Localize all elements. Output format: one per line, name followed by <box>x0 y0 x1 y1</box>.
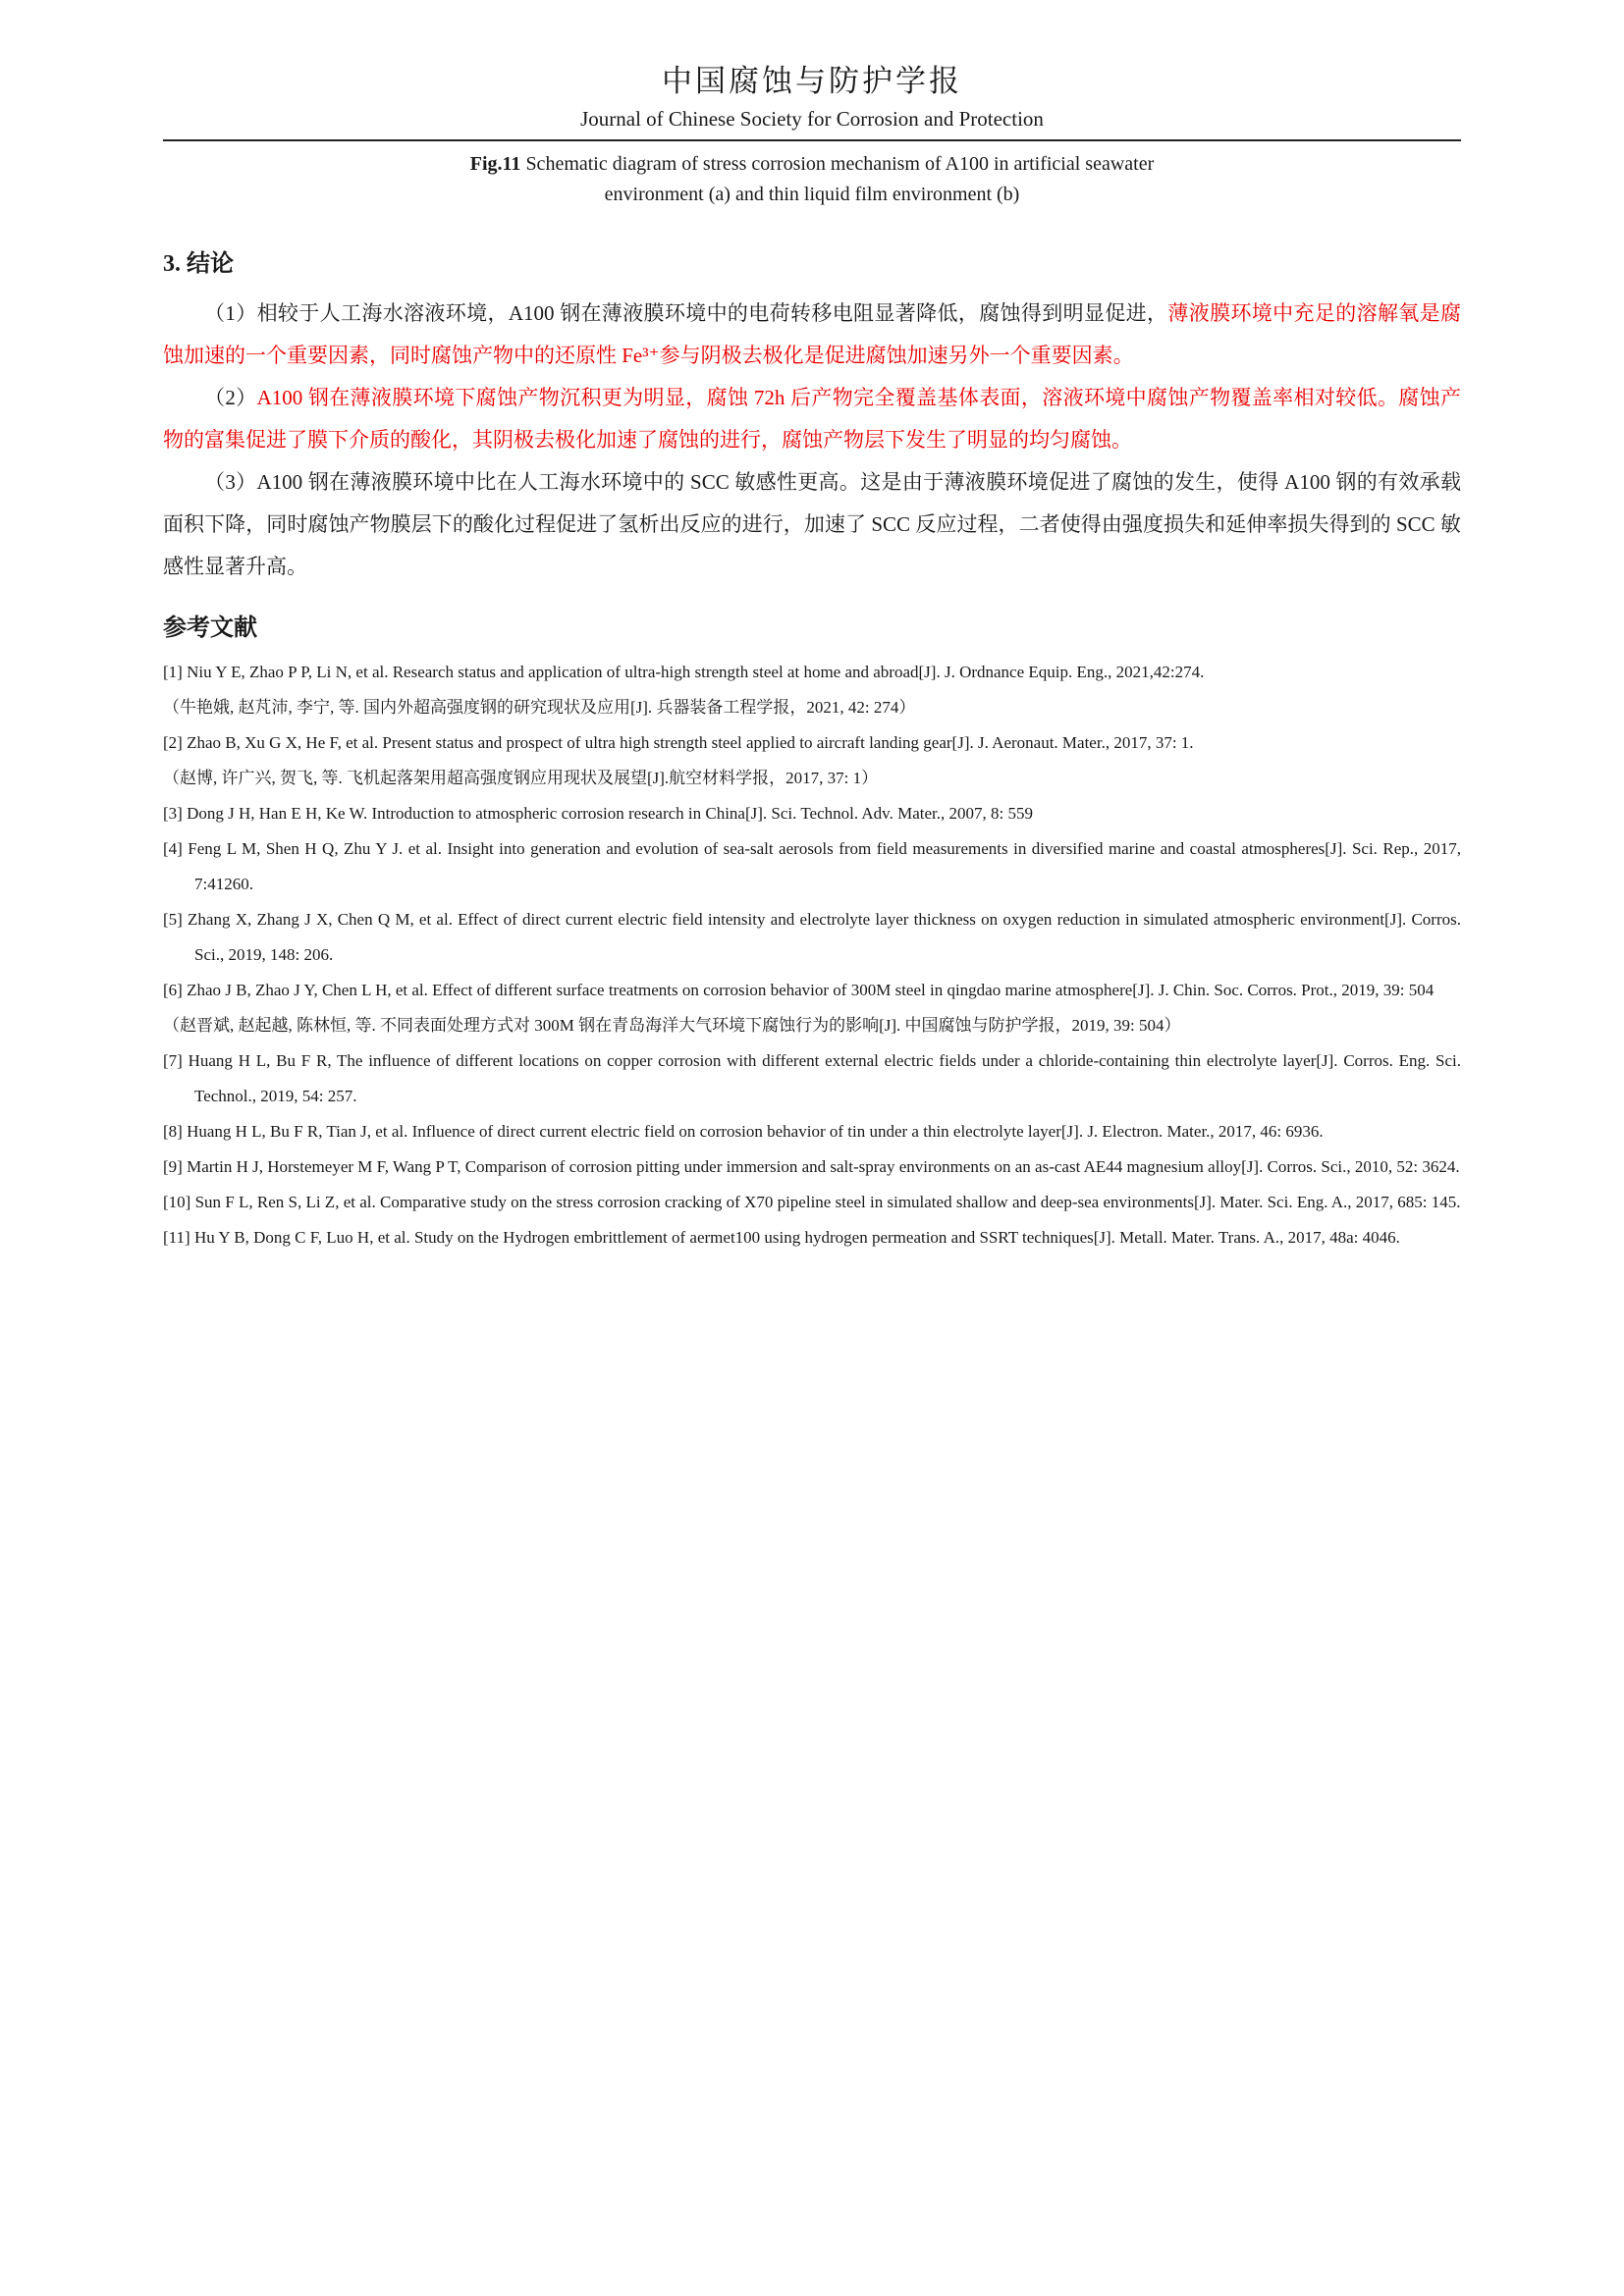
reference-item-7: [7] Huang H L, Bu F R, The influence of different locations on copper corrosion with different external electric fields under a chloride-containing thin electrolyte layer[J]. Corros. Eng. Sci. Technol., 2019, 54: 257. <box>163 1051 1461 1105</box>
reference-item-6: [6] Zhao J B, Zhao J Y, Chen L H, et al. Effect of different surface treatments on corrosion behavior of 300M steel in qingdao marine atmosphere[J]. J. Chin. Soc. Corros. Prot., 2019, 39: 504 <box>163 981 1435 999</box>
references-list <box>163 655 1461 1255</box>
reference-item-9: [9] Martin H J, Horstemeyer M F, Wang P T, Comparison of corrosion pitting under immersion and salt-spray environments on an as-cast AE44 magnesium alloy[J]. Corros. Sci., 2010, 52: 3624. <box>163 1157 1460 1176</box>
figure-caption <box>163 149 1461 210</box>
reference-item-3: [3] Dong J H, Han E H, Ke W. Introduction to atmospheric corrosion research in China[J]. Sci. Technol. Adv. Mater., 2007, 8: 559 <box>163 804 1033 823</box>
journal-title-en: Journal of Chinese Society for Corrosion and Protection <box>580 107 1044 131</box>
reference-item-10: [10] Sun F L, Ren S, Li Z, et al. Comparative study on the stress corrosion cracking of X70 pipeline steel in simulated shallow and deep-sea environments[J]. Mater. Sci. Eng. A., 2017, 685: 145. <box>163 1193 1461 1211</box>
figure-label: Fig.11 <box>469 153 521 175</box>
figure-caption-line2: environment (a) and thin liquid film environment (b) <box>604 184 1020 205</box>
reference-item-11: [11] Hu Y B, Dong C F, Luo H, et al. Study on the Hydrogen embrittlement of aermet100 using hydrogen permeation and SSRT techniques[J]. Metall. Mater. Trans. A., 2017, 48a: 4046. <box>163 1228 1400 1247</box>
text-run-red: A100 钢在薄液膜环境下腐蚀产物沉积更为明显，腐蚀 72h 后产物完全覆盖基体表面，溶液环境中腐蚀产物覆盖率相对较低。腐蚀产物的富集促进了膜下介质的酸化，其阴极去极化加速了腐蚀的进行，腐蚀产物层下发生了明显的均匀腐蚀。 <box>163 386 1462 452</box>
reference-item-4: [4] Feng L M, Shen H Q, Zhu Y J. et al. Insight into generation and evolution of sea-salt aerosols from field measurements in diversified marine and coastal atmospheres[J]. Sci. Rep., 2017, 7:41260. <box>163 839 1461 893</box>
conclusion-paragraph-1 <box>163 293 1461 377</box>
reference-item-2-zh: （赵博, 许广兴, 贺飞, 等. 飞机起落架用超高强度钢应用现状及展望[J].航空材料学报，2017, 37: 1） <box>163 769 879 787</box>
conclusion-paragraph-3 <box>163 461 1461 588</box>
reference-item-8: [8] Huang H L, Bu F R, Tian J, et al. Influence of direct current electric field on corrosion behavior of tin under a thin electrolyte layer[J]. J. Electron. Mater., 2017, 46: 6936. <box>163 1122 1324 1141</box>
reference-item-2: [2] Zhao B, Xu G X, He F, et al. Present status and prospect of ultra high strength steel applied to aircraft landing gear[J]. J. Aeronaut. Mater., 2017, 37: 1. <box>163 733 1194 752</box>
references-heading: 参考文献 <box>163 615 257 641</box>
reference-item-6-zh: （赵晋斌, 赵起越, 陈林恒, 等. 不同表面处理方式对 300M 钢在青岛海洋大气环境下腐蚀行为的影响[J]. 中国腐蚀与防护学报，2019, 39: 504） <box>163 1016 1181 1035</box>
conclusion-body <box>163 293 1461 588</box>
journal-title-zh: 中国腐蚀与防护学报 <box>662 64 962 98</box>
header-rule <box>163 139 1461 141</box>
figure-caption-line1 <box>163 149 1461 180</box>
text-run: （1）相较于人工海水溶液环境，A100 钢在薄液膜环境中的电荷转移电阻显著降低，腐蚀得到明显促进， <box>204 301 1168 325</box>
figure-caption-text1: Schematic diagram of stress corrosion mechanism of A100 in artificial seawater <box>525 153 1155 175</box>
reference-item-5: [5] Zhang X, Zhang J X, Chen Q M, et al. Effect of direct current electric field intensity and electrolyte layer thickness on oxygen reduction in simulated atmospheric environment[J]. Corros. Sci., 2019, 148: 206. <box>163 910 1461 964</box>
text-run: （3）A100 钢在薄液膜环境中比在人工海水环境中的 SCC 敏感性更高。这是由于薄液膜环境促进了腐蚀的发生，使得 A100 钢的有效承载面积下降，同时腐蚀产物膜层下的酸化过程促进了氢析出反应的进行，加速了 SCC 反应过程，二者使得由强度损失和延伸率损失得到的 SCC 敏感性显著升高。 <box>163 470 1461 578</box>
conclusion-paragraph-2 <box>163 377 1461 461</box>
text-run: （2） <box>204 386 257 409</box>
reference-item-1: [1] Niu Y E, Zhao P P, Li N, et al. Research status and application of ultra-high strength steel at home and abroad[J]. J. Ordnance Equip. Eng., 2021,42:274. <box>163 663 1205 681</box>
text-run-red: 薄液膜环境中充足的溶解氧是腐蚀加速的一个重要因素，同时腐蚀产物中的还原性 Fe³⁺参与阴极去极化是促进腐蚀加速另外一个重要因素。 <box>163 301 1462 367</box>
reference-item-1-zh: （牛艳娥, 赵芃沛, 李宁, 等. 国内外超高强度钢的研究现状及应用[J]. 兵器装备工程学报，2021, 42: 274） <box>163 698 916 717</box>
section-heading-conclusion: 3. 结论 <box>163 251 234 277</box>
